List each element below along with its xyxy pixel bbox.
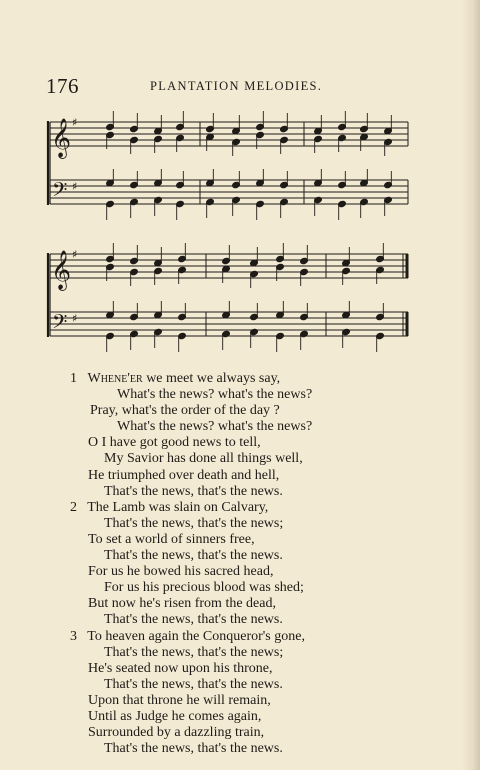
verse-line (70, 629, 450, 645)
verse-line-text: Surrounded by a dazzling train, (88, 725, 265, 741)
verse-line (70, 516, 450, 532)
verse-line (70, 403, 450, 419)
verse-2 (70, 500, 450, 629)
verse-line (70, 596, 450, 612)
treble-staff (50, 122, 408, 146)
verse-1 (70, 371, 450, 500)
verse-line (70, 741, 450, 757)
music-score (0, 0, 480, 380)
verse-line-text: That's the news, that's the news. (104, 741, 283, 757)
verse-line-text: Upon that throne he will remain, (88, 692, 271, 708)
verse-line (70, 709, 450, 725)
verse-line-text: That's the news, that's the news; (104, 644, 284, 660)
verse-line (70, 548, 450, 564)
verse-line-text: Pray, what's the order of the day ? (90, 403, 280, 419)
treble-clef-icon: 𝄞 (51, 118, 72, 158)
verse-line-text: The Lamb was slain on Calvary, (87, 499, 269, 515)
verse-line (70, 661, 450, 677)
page-number: 176 (46, 74, 79, 98)
verse-line (70, 532, 450, 548)
bass-staff (50, 180, 408, 204)
verse-line (70, 387, 450, 403)
key-signature-sharp-icon: ♯ (72, 116, 78, 129)
bass-clef-icon: 𝄢 (52, 178, 68, 206)
verse-line (70, 693, 450, 709)
verse-line-text: For us he bowed his sacred head, (88, 564, 274, 580)
verse-line (70, 564, 450, 580)
verse-number: 2 (70, 499, 77, 515)
verse-line (70, 371, 450, 387)
verse-line-text: He's seated now upon his throne, (88, 660, 273, 676)
verse-line (70, 580, 450, 596)
verse-number: 3 (70, 628, 77, 644)
verse-line-text: we meet we always say, (142, 371, 281, 386)
verse-line-text: For us his precious blood was shed; (104, 580, 304, 596)
verse-line-text: That's the news, that's the news. (104, 612, 283, 628)
verse-line-text: What's the news? what's the news? (117, 387, 313, 403)
verse-number: 1 (70, 371, 77, 386)
music-system-2 (48, 243, 408, 352)
verse-line-text: That's the news, that's the news; (104, 515, 284, 531)
verse-line-text: My Savior has done all things well, (104, 451, 303, 467)
running-title: PLANTATION MELODIES. (150, 79, 323, 93)
verse-line (70, 419, 450, 435)
verse-line-text: That's the news, that's the news. (104, 676, 283, 692)
verse-line (70, 468, 450, 484)
verse-line (70, 500, 450, 516)
verse-line-text: What's the news? what's the news? (117, 419, 313, 435)
verse-line (70, 435, 450, 451)
music-system-1 (48, 111, 408, 220)
verse-line (70, 451, 450, 467)
verse-lead-word: Whene'er (87, 371, 143, 386)
verse-line-text: That's the news, that's the news. (104, 483, 283, 499)
verse-line-text: O I have got good news to tell, (88, 435, 261, 451)
verse-line (70, 677, 450, 693)
verse-line (70, 725, 450, 741)
treble-clef-icon: 𝄞 (51, 250, 72, 290)
key-signature-sharp-icon: ♯ (72, 180, 78, 193)
verse-line-text: To heaven again the Conqueror's gone, (87, 628, 305, 644)
verse-line (70, 484, 450, 500)
verse-line-text: But now he's risen from the dead, (88, 596, 276, 612)
verse-line-text: That's the news, that's the news. (104, 548, 283, 564)
verse-line-text: He triumphed over death and hell, (88, 467, 280, 483)
hymn-lyrics (70, 371, 450, 757)
verse-3 (70, 629, 450, 758)
bass-clef-icon: 𝄢 (52, 310, 68, 338)
key-signature-sharp-icon: ♯ (72, 248, 78, 261)
verse-line (70, 645, 450, 661)
verse-line-text: Until as Judge he comes again, (88, 708, 262, 724)
verse-line (70, 612, 450, 628)
key-signature-sharp-icon: ♯ (72, 312, 78, 325)
verse-line-text: To set a world of sinners free, (88, 531, 255, 547)
